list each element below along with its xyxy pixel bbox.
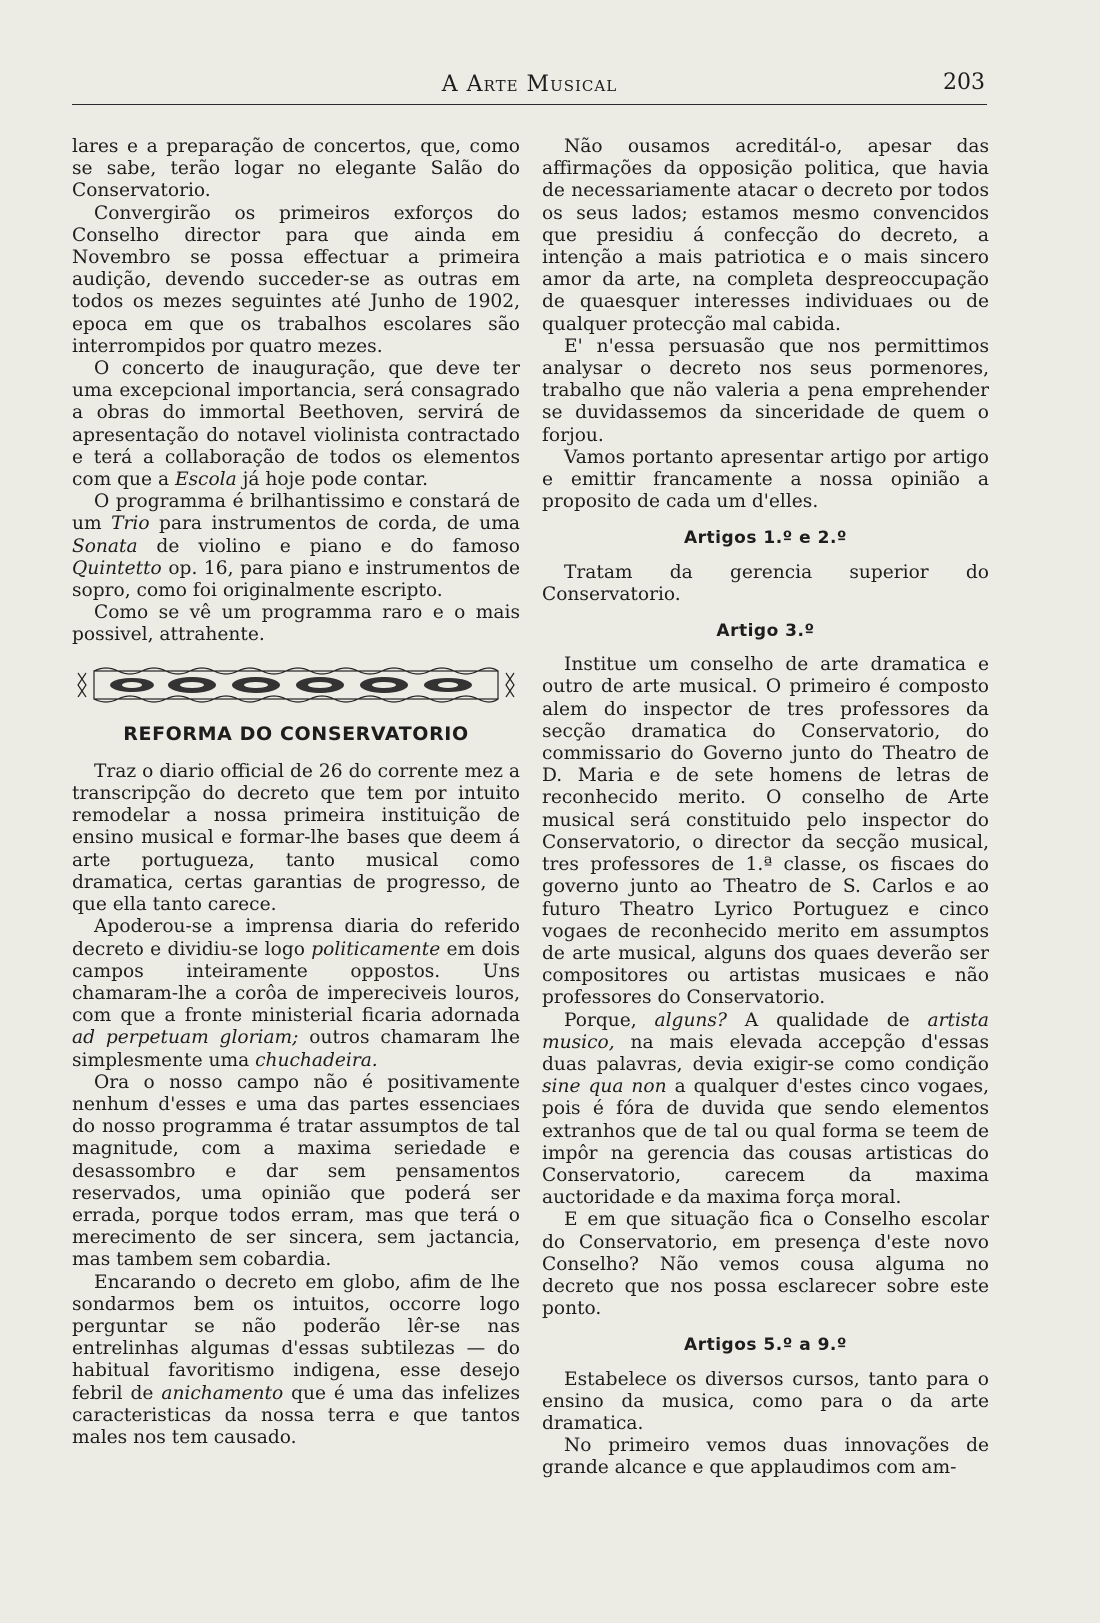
paragraph: Tratam da gerencia superior do Conservatorio. — [542, 561, 989, 605]
paragraph: Como se vê um programma raro e o mais possivel, attrahente. — [72, 602, 520, 646]
paragraph: Apoderou-se a imprensa diaria do referido decreto e dividiu-se logo politicamente em dois campos inteiramente oppostos. Uns chamaram-lhe a corôa de impereciveis louros, com que a fronte ministerial ficaria adornada ad perpetuam gloriam; outros chamaram lhe simplesmente uma chuchadeira. — [72, 916, 521, 1071]
decorative-border-ornament — [72, 665, 520, 705]
paragraph: Ora o nosso campo não é positivamente nenhum d'esses e uma das partes essenciaes do nosso programma é tratar assumptos de tal magnitude, com a maxima seriedade e desassombro e dar sem pensamentos reservados, uma opinião que poderá ser errada, porque todos erram, mas que terá o merecimento de ser sincera, sem jactancia, mas tambem sem cobardia. — [72, 1071, 520, 1271]
paragraph: E' n'essa persuasão que nos permittimos analysar o decreto nos seus pormenores, trabalho que não valeria a pena emprehender se duvidassemos da sinceridade de quem o forjou. — [542, 335, 989, 446]
page-number: 203 — [943, 70, 985, 95]
running-header — [72, 66, 987, 105]
paragraph: No primeiro vemos duas innovações de grande alcance e que applaudimos com am- — [542, 1435, 989, 1479]
article-heading: Artigo 3.º — [716, 621, 815, 642]
paragraph: O programma é brilhantissimo e constará de um Trio para instrumentos de corda, de uma Sonata de violino e piano e do famoso Quintetto op. 16, para piano e instrumentos de sopro, como foi originalmente escripto. — [72, 491, 520, 602]
paragraph: Estabelece os diversos cursos, tanto para o ensino da musica, como para o da arte dramatica. — [542, 1368, 989, 1434]
paragraph: Porque, alguns? A qualidade de artista musico, na mais elevada accepção d'essas duas palavras, devia exigir-se como condição sine qua non a qualquer d'estes cinco vogaes, pois é fóra de duvida que sendo elementos extranhos que de tal ou qual forma se teem de impôr na gerencia das cousas artisticas do Conservatorio, carecem da maxima auctoridade e da maxima força moral. — [542, 1009, 989, 1209]
section-heading: REFORMA DO CONSERVATORIO — [123, 722, 469, 745]
left-column — [72, 136, 520, 1449]
paragraph: O concerto de inauguração, que deve ter uma excepcional importancia, será consagrado a obras do immortal Beethoven, servirá de apresentação do notavel violinista contractado e terá a collaboração de todos os elementos com que a Escola já hoje pode contar. — [72, 358, 520, 491]
paragraph: Encarando o decreto em globo, afim de lhe sondarmos bem os intuitos, occorre logo perguntar se não poderão lêr-se nas entrelinhas algumas d'essas subtilezas — do habitual favoritismo indigena, esse desejo febril de anichamento que é uma das infelizes caracteristicas da nossa terra e que tantos males nos tem causado. — [72, 1271, 520, 1448]
paragraph: Convergirão os primeiros exforços do Conselho director para que ainda em Novembro se possa effectuar a primeira audição, devendo succeder-se as outras em todos os mezes seguintes até Junho de 1902, epoca em que os trabalhos escolares são interrompidos por quatro mezes. — [72, 202, 520, 357]
right-column — [542, 136, 989, 1480]
article-heading: Artigos 1.º e 2.º — [684, 528, 847, 549]
journal-title: A Arte Musical — [441, 72, 618, 97]
paragraph: Institue um conselho de arte dramatica e outro de arte musical. O primeiro é composto alem do inspector de tres professores da secção dramatica do Conservatorio, do commissario do Governo junto do Theatro de D. Maria e de sete homens de letras de reconhecido merito. O conselho de Arte musical será constituido pelo inspector do Conservatorio, o director da secção musical, tres professores de 1.ª classe, os fiscaes do governo junto ao Theatro de S. Carlos e ao futuro Theatro Lyrico Portuguez e cinco vogaes de reconhecido merito em assumptos de arte musical, alguns dos quaes deverão ser compositores ou artistas musicaes e não professores do Conservatorio. — [542, 654, 989, 1009]
paragraph: Não ousamos acreditál-o, apesar das affirmações da opposição politica, que havia de necessariamente atacar o decreto por todos os seus lados; estamos mesmo convencidos que presidiu á confecção do decreto, a intenção a mais patriotica e o mais sincero amor da arte, na completa despreoccupação de quaesquer interesses individuaes ou de qualquer protecção mal cabida. — [542, 136, 989, 335]
article-heading: Artigos 5.º a 9.º — [684, 1335, 847, 1356]
paragraph: Traz o diario official de 26 do corrente mez a transcripção do decreto que tem por intuito remodelar a nossa primeira instituição de ensino musical e formar-lhe bases que deem á arte portugueza, tanto musical como dramatica, certas garantias de progresso, de que ella tanto carece. — [72, 760, 520, 916]
paragraph: E em que situação fica o Conselho escolar do Conservatorio, em presença d'este novo Conselho? Não vemos cousa alguma no decreto que nos possa esclarecer sobre este ponto. — [542, 1209, 989, 1320]
paragraph: Vamos portanto apresentar artigo por artigo e emittir francamente a nossa opinião a proposito de cada um d'elles. — [542, 446, 989, 513]
paragraph: lares e a preparação de concertos, que, como se sabe, terão logar no elegante Salão do Conservatorio. — [72, 136, 520, 202]
